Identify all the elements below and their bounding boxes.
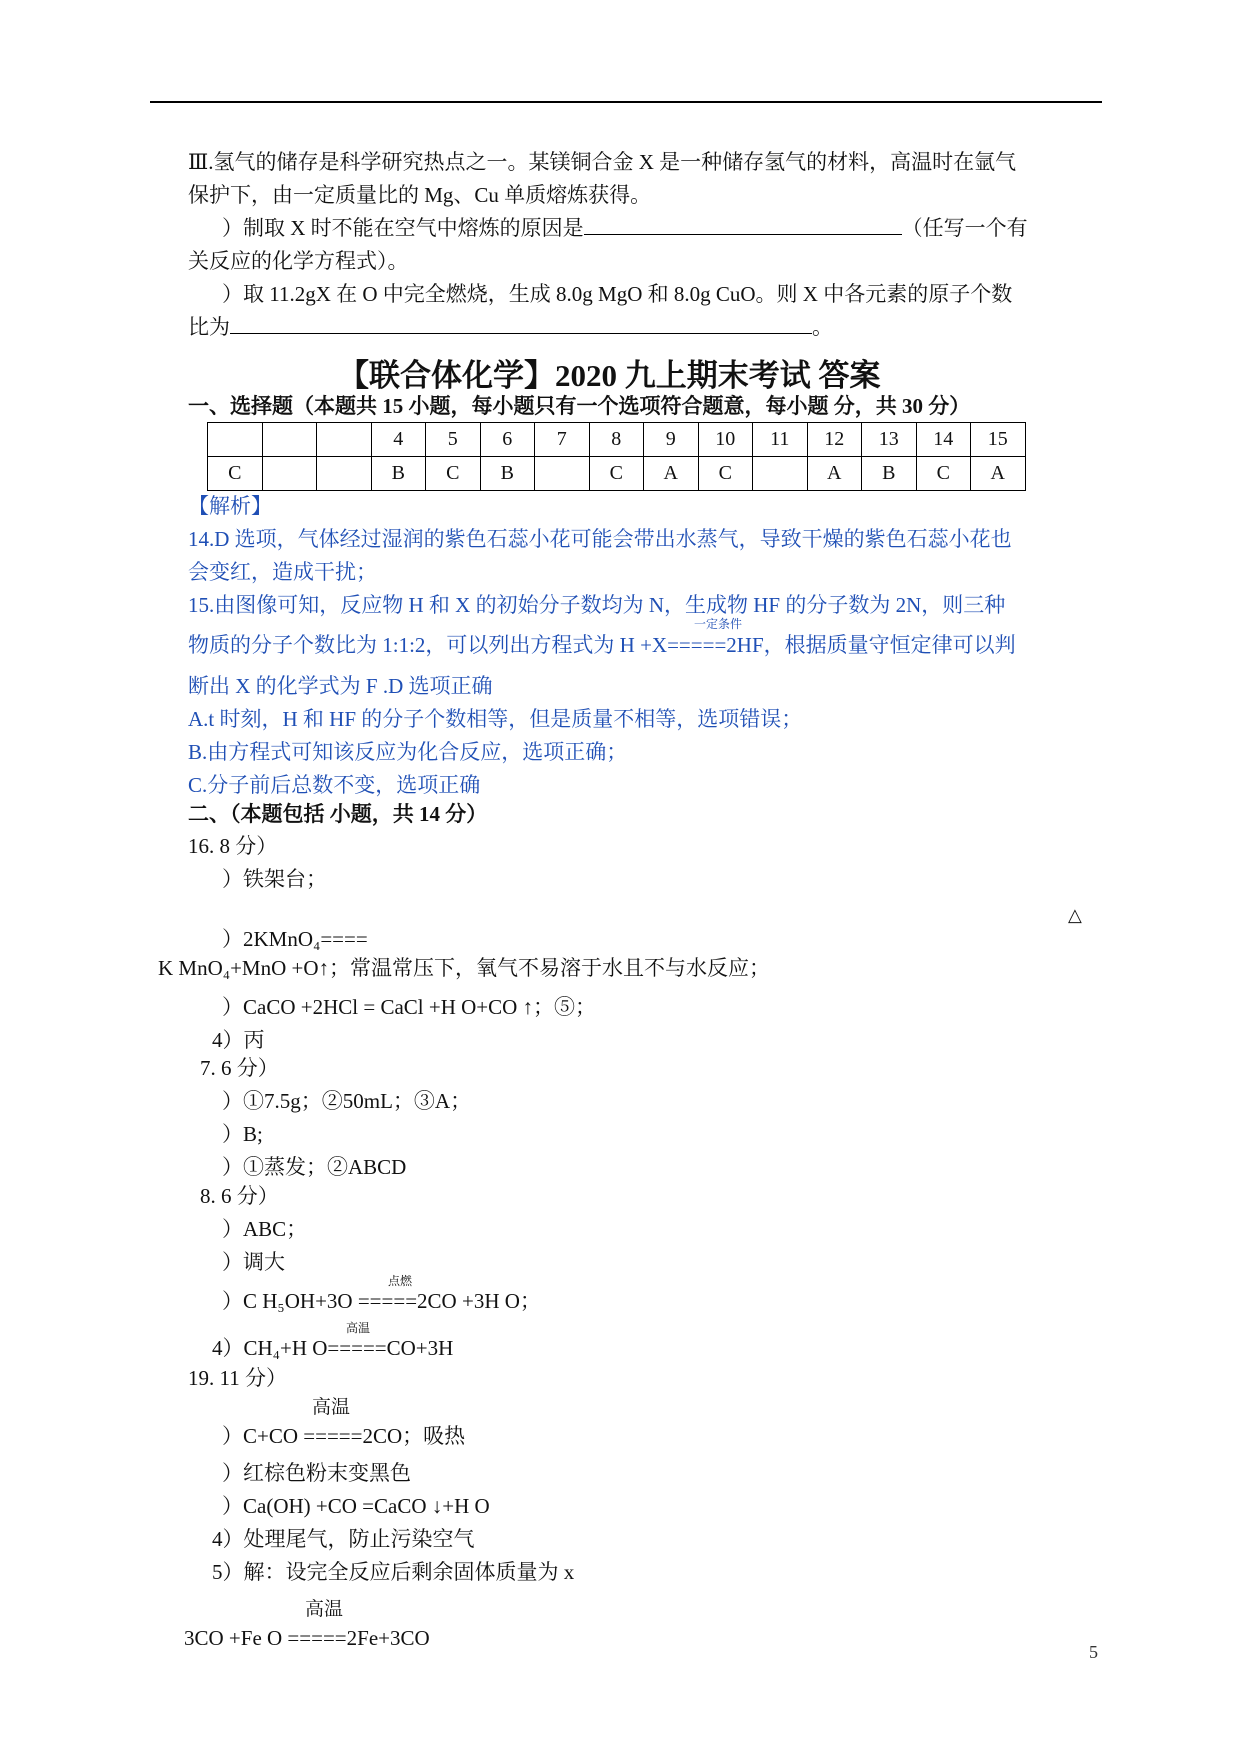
ignite-condition-label: 点燃: [388, 1274, 413, 1288]
q16-answer-2-cont: K MnO₄+MnO +O↑；常温常压下，氧气不易溶于水且不与水反应；: [158, 956, 771, 980]
answer-blank-2: [230, 315, 812, 334]
table-cell: 14: [916, 423, 971, 457]
q3-line-6-tail: 。: [812, 315, 833, 339]
q17-answer-2: ）B;: [222, 1122, 263, 1146]
q17-heading: 7. 6 分）: [200, 1056, 279, 1080]
table-cell: 15: [971, 423, 1026, 457]
analysis-line-2: 会变红，造成干扰；: [188, 560, 377, 584]
q3-line-3-tail: （任写一个有: [901, 216, 1028, 240]
table-cell: C: [698, 457, 753, 491]
table-cell: [262, 423, 317, 457]
q3-line-3-text: ）制取 X 时不能在空气中熔炼的原因是: [222, 216, 584, 240]
q3-line-3: [222, 215, 1028, 241]
q18-answer-4: 4）CH₄+H O=====CO+3H: [212, 1336, 454, 1360]
page-number: 5: [1089, 1642, 1098, 1662]
q18-heading: 8. 6 分）: [200, 1184, 279, 1208]
q3-line-1: Ⅲ.氢气的储存是科学研究热点之一。某镁铜合金 X 是一种储存氢气的材料，高温时在氩气: [188, 150, 1017, 174]
table-cell: 6: [480, 423, 535, 457]
table-cell: B: [480, 457, 535, 491]
q17-answer-3: ）①蒸发；②ABCD: [222, 1155, 407, 1179]
q16-answer-3: ）CaCO +2HCl = CaCl +H O+CO ↑；⑤；: [222, 995, 597, 1019]
answer-table: [207, 422, 1026, 491]
q18-answer-3: ）C H₅OH+3O =====2CO +3H O；: [222, 1289, 541, 1313]
heat-delta-symbol: △: [1068, 905, 1082, 925]
q18-answer-1: ）ABC；: [222, 1217, 308, 1241]
q3-line-2: 保护下，由一定质量比的 Mg、Cu 单质熔炼获得。: [188, 183, 652, 207]
q17-answer-1: ）①7.5g；②50mL；③A；: [222, 1089, 472, 1113]
table-cell: 5: [426, 423, 481, 457]
table-cell: 9: [644, 423, 699, 457]
table-cell: B: [862, 457, 917, 491]
q16-heading: 16. 8 分）: [188, 834, 278, 858]
table-cell: C: [426, 457, 481, 491]
answer-blank-1: [584, 216, 902, 235]
analysis-line-3: 15.由图像可知，反应物 H 和 X 的初始分子数均为 N，生成物 HF 的分子数为 2N，则三种: [188, 593, 1006, 617]
high-temp-condition-label: 高温: [346, 1321, 371, 1335]
analysis-label: 【解析】: [188, 494, 272, 518]
page-title: 【联合体化学】2020 九上期末考试 答案: [338, 358, 881, 393]
analysis-line-6: A.t 时刻，H 和 HF 的分子个数相等，但是质量不相等，选项错误；: [188, 707, 803, 731]
section-1-heading: 一、选择题（本题共 15 小题，每小题只有一个选项符合题意，每小题 分，共 30 分）: [188, 394, 971, 418]
analysis-line-5: 断出 X 的化学式为 F .D 选项正确: [188, 674, 493, 698]
q16-answer-2: ）2KMnO₄====: [222, 927, 368, 951]
high-temp-condition-label: 高温: [305, 1599, 344, 1620]
answer-table-header-row: [208, 423, 1026, 457]
header-rule: [150, 101, 1102, 103]
q16-answer-4: 4）丙: [212, 1028, 265, 1052]
table-cell: [317, 423, 372, 457]
table-cell: 11: [753, 423, 808, 457]
answer-table-answer-row: [208, 457, 1026, 491]
reaction-condition-label: 一定条件: [694, 617, 743, 631]
table-cell: [535, 457, 590, 491]
table-cell: A: [807, 457, 862, 491]
table-cell: 13: [862, 423, 917, 457]
table-cell: [753, 457, 808, 491]
table-cell: [317, 457, 372, 491]
q19-answer-2: ）红棕色粉末变黑色: [222, 1461, 411, 1485]
q19-answer-1: ）C+CO =====2CO；吸热: [222, 1424, 466, 1448]
q19-heading: 19. 11 分）: [188, 1366, 287, 1390]
q3-line-6-text: 比为: [188, 315, 230, 339]
table-cell: A: [971, 457, 1026, 491]
table-cell: 10: [698, 423, 753, 457]
analysis-line-4: 物质的分子个数比为 1:1:2，可以列出方程式为 H +X=====2HF，根据质量守恒定律可以判: [188, 633, 1016, 657]
table-cell: [262, 457, 317, 491]
q19-answer-6: 3CO +Fe O =====2Fe+3CO: [184, 1626, 430, 1650]
high-temp-condition-label: 高温: [312, 1397, 351, 1418]
analysis-line-7: B.由方程式可知该反应为化合反应，选项正确；: [188, 740, 628, 764]
table-cell: 4: [371, 423, 426, 457]
table-cell: 7: [535, 423, 590, 457]
table-cell: A: [644, 457, 699, 491]
q19-answer-4: 4）处理尾气，防止污染空气: [212, 1527, 475, 1551]
q19-answer-3: ）Ca(OH) +CO =CaCO ↓+H O: [222, 1494, 490, 1518]
q3-line-4: 关反应的化学方程式）。: [188, 249, 409, 273]
q19-answer-5: 5）解：设完全反应后剩余固体质量为 x: [212, 1560, 575, 1584]
table-cell: C: [208, 457, 263, 491]
q3-line-5: ）取 11.2gX 在 O 中完全燃烧，生成 8.0g MgO 和 8.0g CuO。则 X 中各元素的原子个数: [222, 282, 1013, 306]
table-cell: C: [589, 457, 644, 491]
q3-line-6: [188, 314, 833, 340]
table-cell: 8: [589, 423, 644, 457]
q18-answer-2: ）调大: [222, 1250, 285, 1274]
analysis-line-8: C.分子前后总数不变，选项正确: [188, 773, 481, 797]
table-cell: 12: [807, 423, 862, 457]
section-2-heading: 二、（本题包括 小题，共 14 分）: [188, 802, 488, 826]
q16-answer-1: ）铁架台；: [222, 867, 327, 891]
table-cell: B: [371, 457, 426, 491]
table-cell: [208, 423, 263, 457]
analysis-line-1: 14.D 选项，气体经过湿润的紫色石蕊小花可能会带出水蒸气，导致干燥的紫色石蕊小花也: [188, 527, 1012, 551]
table-cell: C: [916, 457, 971, 491]
